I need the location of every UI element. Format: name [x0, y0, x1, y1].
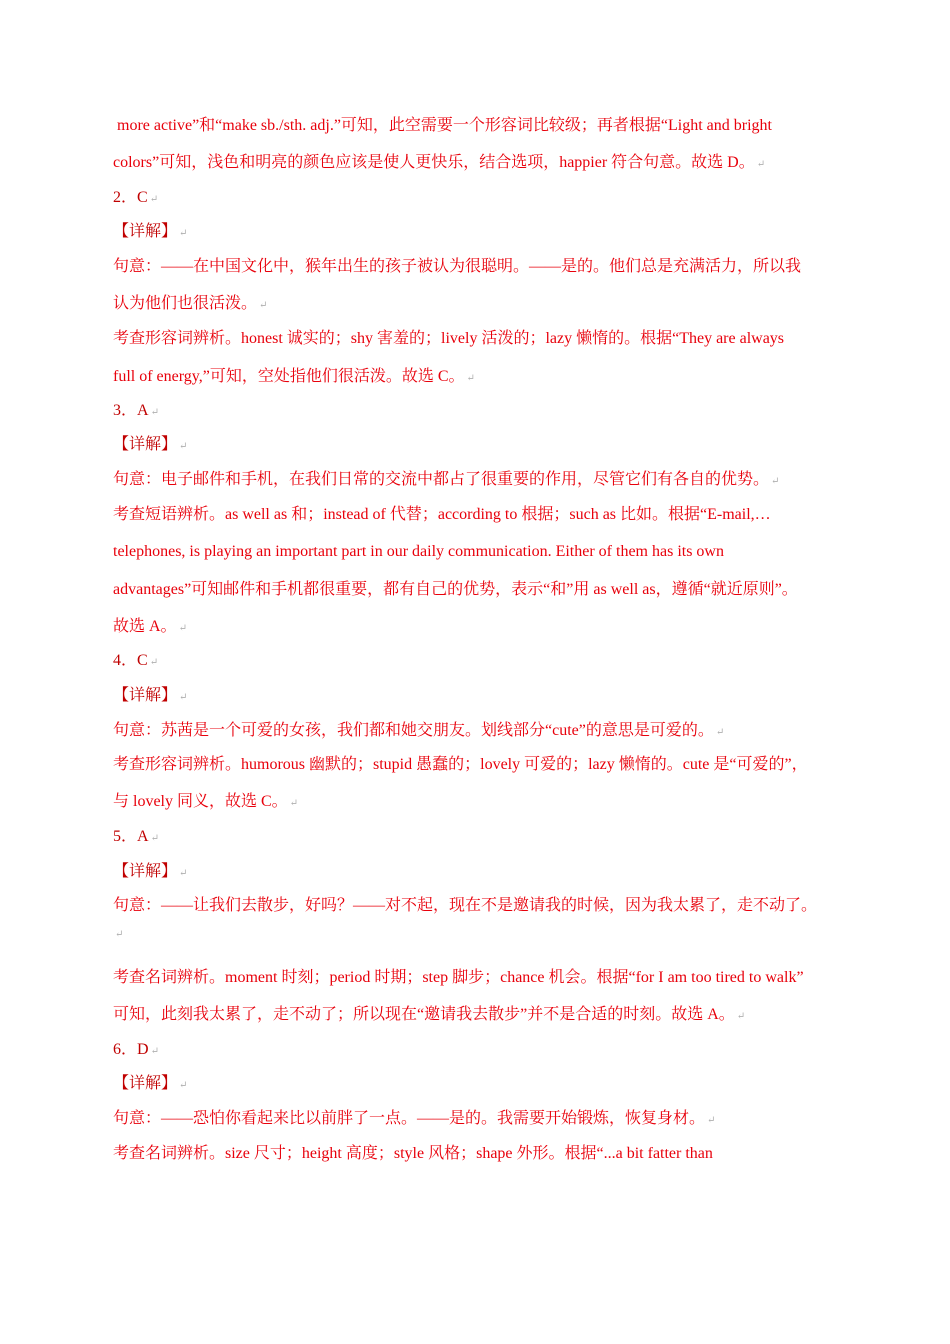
- q4-analysis-line-1: 考查形容词辨析。humorous 幽默的；stupid 愚蠢的；lovely 可爱的；lazy 懒惰的。cute 是“可爱的”，: [113, 756, 808, 773]
- paragraph-mark-icon: ↵: [715, 727, 725, 738]
- paragraph-mark-icon: ↵: [149, 657, 159, 668]
- q5-analysis-line-2: 可知，此刻我太累了，走不动了；所以现在“邀请我去散步”并不是合适的时刻。故选 A。 ↵: [113, 1006, 746, 1023]
- paragraph-mark-icon: ↵: [179, 1080, 188, 1091]
- q5-meaning: 句意：——让我们去散步，好吗？——对不起，现在不是邀请我的时候，因为我太累了，走不动了。: [113, 897, 818, 914]
- q2-analysis-line-2: full of energy,”可知，空处指他们很活泼。故选 C。 ↵: [113, 368, 475, 385]
- q4-detail-heading: 【详解】 ↵: [113, 687, 188, 704]
- q5-meaning-continuation: [113, 923, 123, 945]
- paragraph-mark-icon: ↵: [771, 476, 780, 487]
- q3-detail-heading: 【详解】 ↵: [113, 436, 188, 453]
- q3-answer-number: 3．A ↵: [113, 402, 159, 419]
- paragraph-mark-icon: ↵: [150, 833, 159, 844]
- q6-detail-heading: 【详解】 ↵: [113, 1075, 188, 1092]
- q6-analysis-line-1: 考查名词辨析。size 尺寸；height 高度；style 风格；shape 外形。根据“...a bit fatter than: [113, 1145, 713, 1162]
- q3-analysis-line-1: 考查短语辨析。as well as 和；instead of 代替；according to 根据；such as 比如。根据“E-mail,…: [113, 506, 771, 523]
- q2-analysis-line-1: 考查形容词辨析。honest 诚实的；shy 害羞的；lively 活泼的；lazy 懒惰的。根据“They are always: [113, 330, 785, 347]
- q6-answer-number: 6．D ↵: [113, 1041, 159, 1058]
- paragraph-mark-icon: ↵: [115, 929, 124, 940]
- q2-meaning-line-2: 认为他们也很活泼。 ↵: [113, 295, 268, 312]
- q3-analysis-line-4: 故选 A。 ↵: [113, 618, 187, 635]
- q5-answer-number: 5．A ↵: [113, 828, 159, 845]
- paragraph-mark-icon: ↵: [259, 300, 268, 311]
- q3-analysis-line-3: advantages”可知邮件和手机都很重要，都有自己的优势，表示“和”用 as well as，遵循“就近原则”。: [113, 581, 798, 598]
- q6-meaning: 句意：——恐怕你看起来比以前胖了一点。——是的。我需要开始锻炼，恢复身材。 ↵: [113, 1110, 716, 1127]
- q1-explanation-line-1: more active”和“make sb./sth. adj.”可知，此空需要一个形容词比较级；再者根据“Light and bright: [117, 117, 773, 134]
- paragraph-mark-icon: ↵: [179, 441, 188, 452]
- paragraph-mark-icon: ↵: [756, 159, 766, 170]
- q1-explanation-line-2: colors”可知，浅色和明亮的颜色应该是使人更快乐，结合选项，happier 符合句意。故选 D。 ↵: [113, 154, 766, 171]
- paragraph-mark-icon: ↵: [178, 623, 187, 634]
- paragraph-mark-icon: ↵: [150, 1046, 159, 1057]
- q5-analysis-line-1: 考查名词辨析。moment 时刻；period 时期；step 脚步；chance 机会。根据“for I am too tired to walk”: [113, 969, 804, 986]
- q5-detail-heading: 【详解】 ↵: [113, 863, 188, 880]
- paragraph-mark-icon: ↵: [179, 868, 188, 879]
- paragraph-mark-icon: ↵: [149, 194, 159, 205]
- q2-detail-heading: 【详解】 ↵: [113, 223, 188, 240]
- paragraph-mark-icon: ↵: [179, 692, 188, 703]
- q2-meaning-line-1: 句意：——在中国文化中，猴年出生的孩子被认为很聪明。——是的。他们总是充满活力，所以我: [113, 258, 802, 275]
- q4-analysis-line-2: 与 lovely 同义，故选 C。 ↵: [113, 793, 299, 810]
- q3-analysis-line-2: telephones, is playing an important part in our daily communication. Either of them has its own: [113, 543, 724, 560]
- q3-meaning: 句意：电子邮件和手机，在我们日常的交流中都占了很重要的作用，尽管它们有各自的优势。 ↵: [113, 471, 780, 488]
- paragraph-mark-icon: ↵: [289, 798, 299, 809]
- paragraph-mark-icon: ↵: [707, 1115, 716, 1126]
- q4-answer-number: 4．C ↵: [113, 652, 159, 669]
- paragraph-mark-icon: ↵: [179, 228, 188, 239]
- paragraph-mark-icon: ↵: [736, 1011, 746, 1022]
- q4-meaning: 句意：苏茜是一个可爱的女孩，我们都和她交朋友。划线部分“cute”的意思是可爱的。 ↵: [113, 722, 725, 739]
- paragraph-mark-icon: ↵: [150, 407, 159, 418]
- q2-answer-number: 2．C ↵: [113, 189, 159, 206]
- paragraph-mark-icon: ↵: [466, 373, 475, 384]
